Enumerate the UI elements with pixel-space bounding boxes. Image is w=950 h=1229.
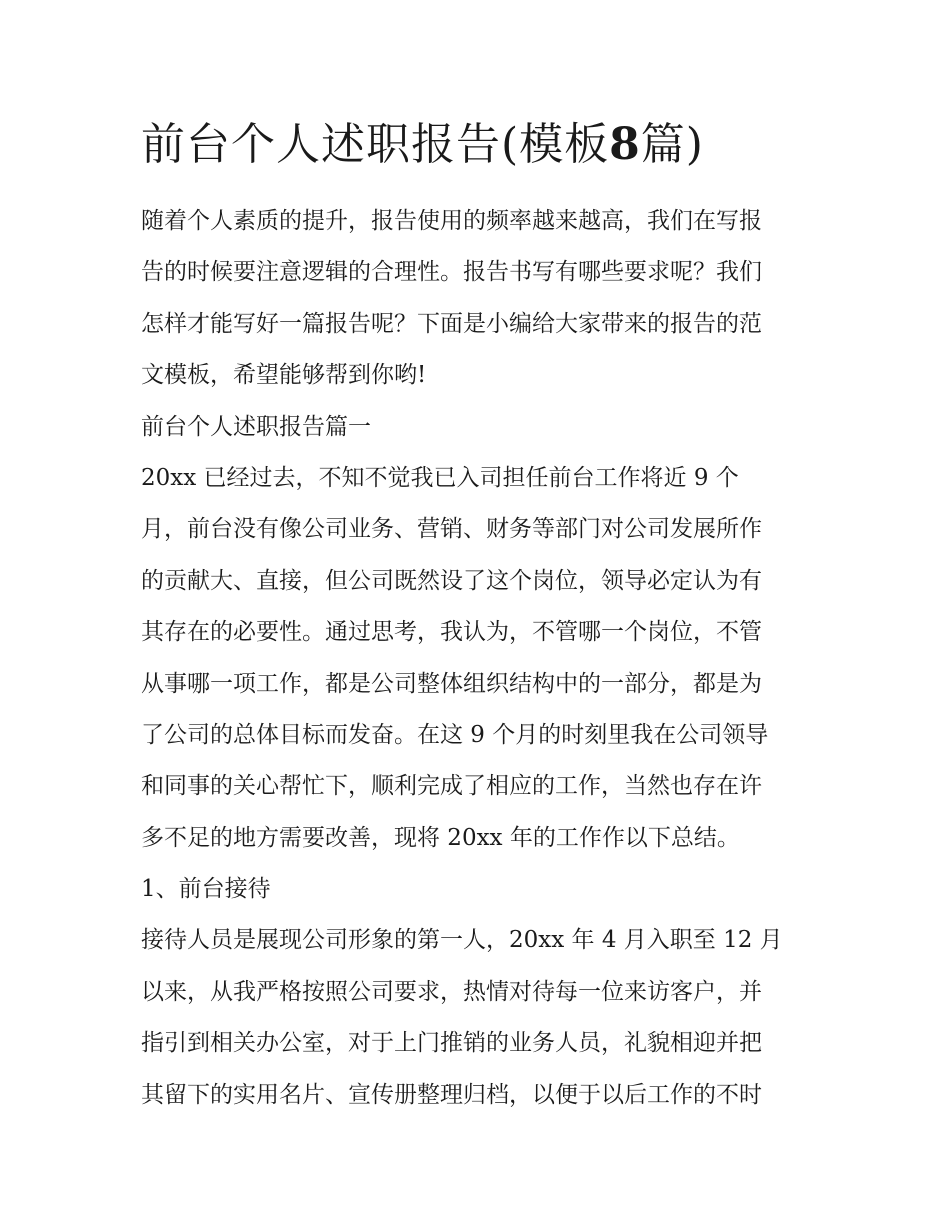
body-line: 从事哪一项工作，都是公司整体组织结构中的一部分，都是为: [141, 670, 762, 697]
body-line: 告的时候要注意逻辑的合理性。报告书写有哪些要求呢？我们: [141, 259, 762, 286]
body-line: 文模板，希望能够帮到你哟!: [141, 362, 427, 389]
body-line: 怎样才能写好一篇报告呢？下面是小编给大家带来的报告的范: [141, 310, 762, 337]
document-body: [141, 196, 813, 1121]
document-title: [141, 112, 704, 178]
body-line: 的贡献大、直接，但公司既然设了这个岗位，领导必定认为有: [141, 567, 762, 594]
title-text: 前台个人述职报告(模板: [141, 119, 610, 170]
title-suffix: 篇): [640, 119, 704, 170]
section-heading: 前台个人述职报告篇一: [141, 413, 371, 440]
body-line: 和同事的关心帮忙下，顺利完成了相应的工作，当然也存在许: [141, 773, 762, 800]
body-line: 其存在的必要性。通过思考，我认为，不管哪一个岗位，不管: [141, 619, 762, 646]
title-number: 8: [609, 119, 641, 170]
body-line: 随着个人素质的提升，报告使用的频率越来越高，我们在写报: [141, 208, 762, 234]
body-line: 月，前台没有像公司业务、营销、财务等部门对公司发展所作: [141, 516, 762, 543]
body-line: 其留下的实用名片、宣传册整理归档，以便于以后工作的不时: [141, 1081, 762, 1108]
body-line: 以来，从我严格按照公司要求，热情对待每一位来访客户，并: [141, 978, 762, 1005]
body-line: 指引到相关办公室，对于上门推销的业务人员，礼貌相迎并把: [141, 1030, 762, 1057]
body-line: 多不足的地方需要改善，现将 20xx 年的工作作以下总结。: [141, 824, 740, 851]
body-line: 了公司的总体目标而发奋。在这 9 个月的时刻里我在公司领导: [141, 721, 769, 748]
body-line: 20xx 已经过去，不知不觉我已入司担任前台工作将近 9 个: [141, 464, 739, 491]
body-line: 接待人员是展现公司形象的第一人，20xx 年 4 月入职至 12 月: [141, 927, 783, 954]
subsection-heading: 1、前台接待: [141, 876, 271, 903]
